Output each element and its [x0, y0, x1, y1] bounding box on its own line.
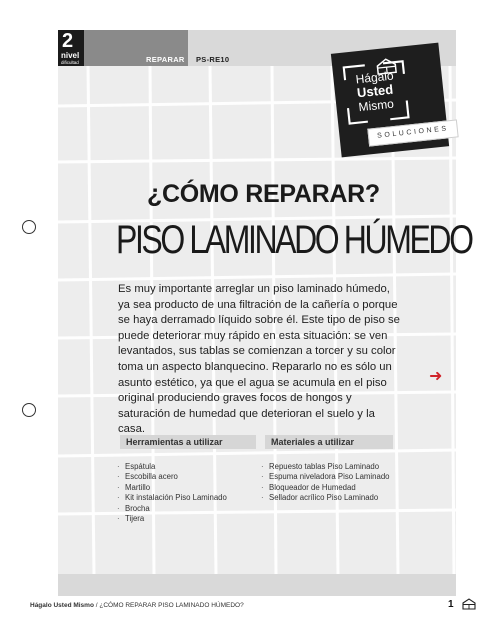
list-item: · Tijera: [117, 514, 257, 524]
footer-brand: Hágalo Usted Mismo: [30, 602, 94, 609]
materials-list: [261, 462, 401, 504]
materials-heading: Materiales a utilizar: [271, 437, 355, 447]
house-icon: [462, 598, 476, 610]
tools-list: [117, 462, 257, 524]
logo-word-usted: Usted: [356, 81, 394, 101]
logo-tagline: SOLUCIONES: [367, 119, 458, 146]
document-code: PS-RE10: [196, 55, 230, 64]
footer-band: [58, 574, 456, 596]
list-item: · Repuesto tablas Piso Laminado: [261, 462, 401, 472]
materials-heading-bar: [265, 435, 393, 449]
difficulty-level-number: 2: [62, 30, 74, 52]
list-item: · Espátula: [117, 462, 257, 472]
title-question: ¿CÓMO REPARAR?: [147, 180, 380, 208]
difficulty-level-word: nivel: [61, 51, 80, 60]
list-item: · Brocha: [117, 504, 257, 514]
list-item: · Sellador acrílico Piso Laminado: [261, 493, 401, 503]
tools-heading-bar: [120, 435, 256, 449]
footer-text: [30, 602, 244, 609]
next-arrow-icon[interactable]: ➜: [429, 368, 443, 385]
binder-hole-top: [22, 220, 36, 234]
list-item: · Kit instalación Piso Laminado: [117, 493, 257, 503]
intro-paragraph: [118, 282, 400, 438]
footer-separator: /: [93, 602, 100, 609]
logo-word-mismo: Mismo: [357, 96, 395, 115]
list-item: · Espuma niveladora Piso Laminado: [261, 472, 401, 482]
difficulty-level-sub: dificultad: [61, 60, 79, 65]
intro-text: Es muy importante arreglar un piso laminado húmedo, ya sea producto de una filtración de la cañería o porque se haya derramado líquido sobre él. Este tipo de piso se puede deteriorar muy rápido en esta situación: se ven levantados, sus tablas se comienzan a torcer y su color toma un aspecto blanquecino. Repararlo no es sólo un asunto estético, ya que el agua se acumula en el piso original produciendo graves focos de hongos y saturación de humedad que deterioran el suelo y la casa.: [118, 283, 400, 436]
section-label: REPARAR: [146, 55, 185, 64]
list-item: · Escobilla acero: [117, 472, 257, 482]
logo-word-hagalo: Hágalo: [354, 68, 395, 87]
footer-doc-title: ¿CÓMO REPARAR PISO LAMINADO HÚMEDO?: [99, 602, 244, 609]
binder-hole-bottom: [22, 403, 36, 417]
tools-heading: Herramientas a utilizar: [126, 437, 223, 447]
page-number: 1: [448, 599, 454, 610]
difficulty-badge: [58, 30, 84, 66]
list-item: · Bloqueador de Humedad: [261, 483, 401, 493]
list-item: · Martillo: [117, 483, 257, 493]
title-subject: PISO LAMINADO HÚMEDO: [116, 218, 472, 262]
